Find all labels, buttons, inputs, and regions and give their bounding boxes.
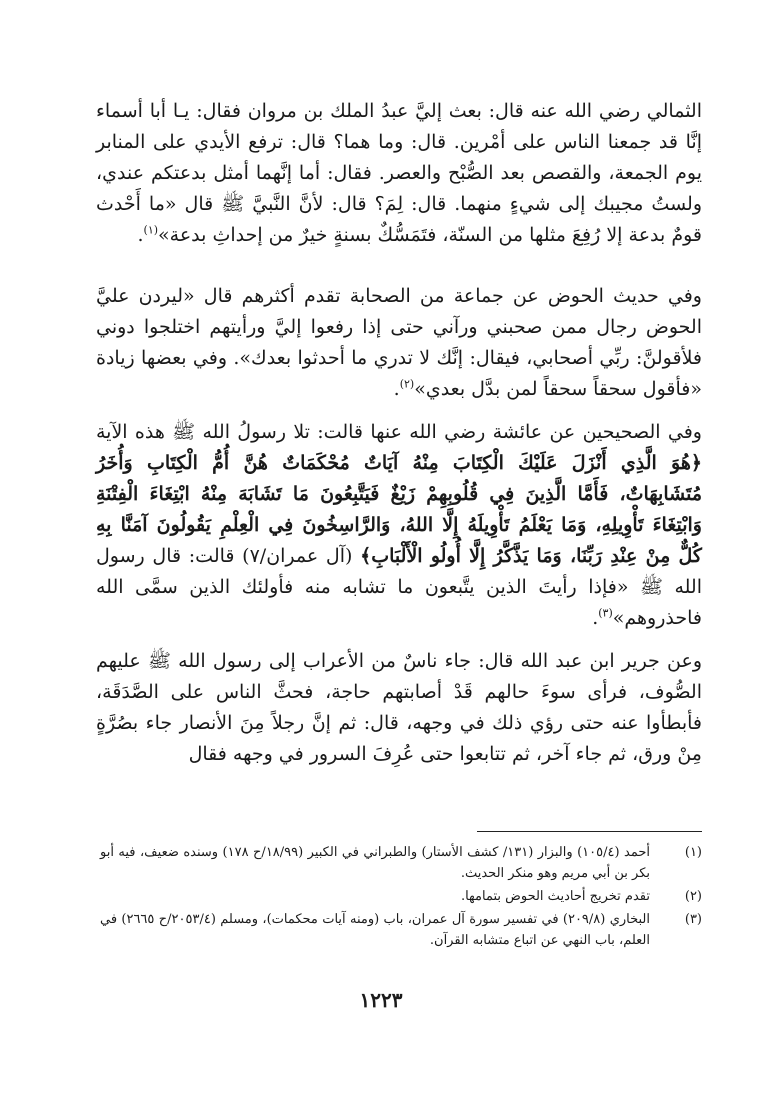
paragraph-2	[96, 281, 702, 405]
footnote-3	[100, 909, 702, 951]
footnote-text: تقدم تخريج أحاديث الحوض بتمامها.	[460, 889, 650, 904]
paragraph-4-text: وعن جرير ابن عبد الله قال: جاء ناسٌ من الأعراب إلى رسول الله ﷺ عليهم الصُّوف، فرأى سوءَ حالهم قَدْ أصابتهم حاجة، فحثَّ الناس على الصَّدَقَة، فأبطأوا عنه حتى رؤي ذلك في وجهه، قال: ثم إنَّ رجلاً مِنَ الأنصار جاء بصُرَّةٍ مِنْ ورق، ثم جاء آخر، ثم تتابعوا حتى عُرِفَ السرور في وجهه فقال	[96, 650, 702, 765]
paragraph-1	[96, 96, 702, 251]
footnote-text: أحمد (١٠٥/٤) والبزار (١٣١/ كشف الأستار) والطبراني في الكبير (١٨/٩٩/ح ١٧٨) وسنده ضعيف، فيه أبو بكر بن أبي مريم وهو منكر الحديث.	[100, 845, 650, 881]
footnote-2	[100, 886, 702, 907]
footnote-text: البخاري (٢٠٩/٨) في تفسير سورة آل عمران، باب (ومنه آيات محكمات)، ومسلم (٢٠٥٣/٤/ح ٢٦٦٥) في العلم، باب النهي عن اتباع متشابه القرآن.	[100, 912, 650, 948]
paragraph-2-end: .	[393, 378, 400, 400]
footnote-divider	[477, 831, 702, 832]
paragraph-1-text: الثمالي رضي الله عنه قال: بعث إليَّ عبدُ الملك بن مروان فقال: يـا أبا أسماء إنَّا قد جمعنا الناس على أمْرين. قال: وما هما؟ قال: ترفع الأيدي على المنابر يوم الجمعة، والقصص بعد الصُّبْح والعصر. فقال: أما إنَّهما أمثل بدعتكم عندي، ولستُ مجيبك إلى شيءٍ منهما. قال: لِمَ؟ قال: لأنَّ النَّبيَّ ﷺ قال «ما أَحْدث قومٌ بدعة إلا رُفِعَ مثلها من السنّة، فتَمَسُّكٌ بسنةٍ خيرٌ من إحداثِ بدعة»	[96, 100, 702, 246]
footnote-ref-2[interactable]: (٢)	[399, 377, 415, 391]
paragraph-1-end: .	[137, 224, 144, 246]
paragraph-2-text: وفي حديث الحوض عن جماعة من الصحابة تقدم أكثرهم قال «ليردن عليَّ الحوض رجال ممن صحبني ورآني حتى إذا رفعوا إليَّ ورأيتهم اختلجوا دوني فلأقولنَّ: ربِّي أصحابي، فيقال: إنَّك لا تدري ما أحدثوا بعدك». وفي بعضها زيادة «فأقول سحقاً سحقاً لمن بدَّل بعدي»	[96, 285, 702, 400]
footnotes	[100, 842, 702, 953]
quran-verse: ﴿هُوَ الَّذِي أَنْزَلَ عَلَيْكَ الْكِتَابَ مِنْهُ آيَاتٌ مُحْكَمَاتٌ هُنَّ أُمُّ الْكِتَابِ وَأُخَرُ مُتَشَابِهَاتٌ، فَأَمَّا الَّذِينَ فِي قُلُوبِهِمْ زَيْغٌ فَيَتَّبِعُونَ مَا تَشَابَهَ مِنْهُ ابْتِغَاءَ الْفِتْنَةِ وَابْتِغَاءَ تَأْوِيلِهِ، وَمَا يَعْلَمُ تَأْوِيلَهُ إِلَّا اللهُ، وَالرَّاسِخُونَ فِي الْعِلْمِ يَقُولُونَ آمَنَّا بِهِ كُلٌّ مِنْ عِنْدِ رَبِّنَا، وَمَا يَذَّكَّرُ إِلَّا أُولُو الْأَلْبَابِ﴾	[96, 452, 702, 567]
paragraph-3-intro: وفي الصحيحين عن عائشة رضي الله عنها قالت: تلا رسولُ الله ﷺ هذه الآية	[96, 421, 702, 443]
footnote-1	[100, 842, 702, 884]
footnote-ref-1[interactable]: (١)	[143, 223, 159, 237]
paragraph-4	[96, 646, 702, 770]
footnote-number: (٢)	[684, 889, 702, 904]
paragraph-3-end: .	[592, 607, 599, 629]
main-text	[96, 96, 702, 770]
footnote-number: (٣)	[684, 912, 702, 927]
footnote-ref-3[interactable]: (٣)	[598, 606, 613, 620]
footnote-number: (١)	[684, 845, 702, 860]
paragraph-3-rest: (آل عمران/٧) قالت: قال رسول الله ﷺ «فإذا رأيتَ الذين يتَّبعون ما تشابه منه فأولئك الذين سمَّى الله فاحذروهم»	[96, 545, 702, 629]
page-number: ١٢٢٣	[359, 988, 403, 1012]
paragraph-3	[96, 417, 702, 634]
